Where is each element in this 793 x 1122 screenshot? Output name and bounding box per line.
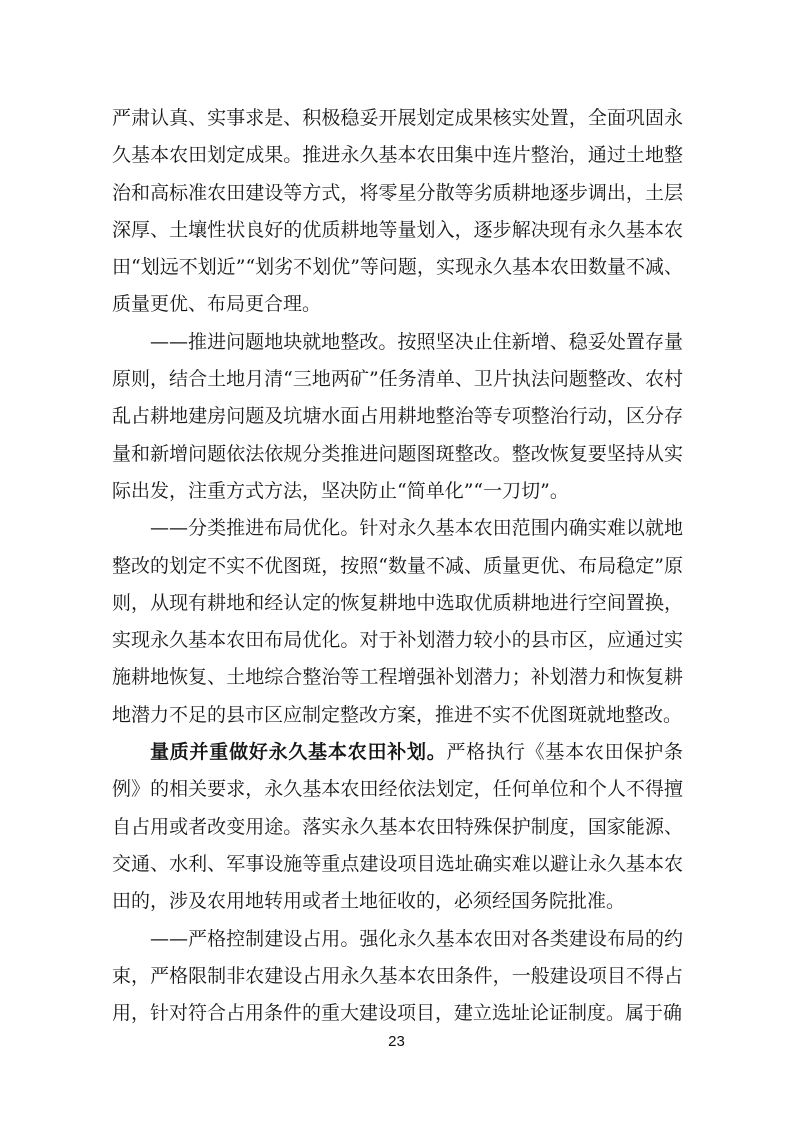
paragraph: [112, 734, 683, 920]
paragraph-text: ——严格控制建设占用。强化永久基本农田对各类建设布局的约束，严格限制非农建设占用永久基本农田条件，一般建设项目不得占用，针对符合占用条件的重大建设项目，建立选址论证制度。属于确: [112, 927, 683, 1025]
paragraph-bold-lead: 量质并重做好永久基本农田补划。: [150, 741, 447, 764]
paragraph: [112, 100, 683, 324]
document-body: [112, 100, 683, 1032]
paragraph-text: ——推进问题地块就地整改。按照坚决止住新增、稳妥处置存量原则，结合土地月清“三地两矿”任务清单、卫片执法问题整改、农村乱占耕地建房问题及坑塘水面占用耕地整治等专项整治行动，区分存量和新增问题依法依规分类推进问题图斑整改。整改恢复要坚持从实际出发，注重方式方法，坚决防止“简单化”“一刀切”。: [112, 330, 683, 502]
paragraph: [112, 510, 683, 734]
page-number: 23: [388, 1033, 405, 1050]
paragraph: [112, 324, 683, 510]
paragraph-text: 严格执行《基本农田保护条例》的相关要求，永久基本农田经依法划定，任何单位和个人不得擅自占用或者改变用途。落实永久基本农田特殊保护制度，国家能源、交通、水利、军事设施等重点建设项目选址确实难以避让永久基本农田的，涉及农用地转用或者土地征收的，必须经国务院批准。: [112, 741, 683, 913]
paragraph-text: 严肃认真、实事求是、积极稳妥开展划定成果核实处置，全面巩固永久基本农田划定成果。推进永久基本农田集中连片整治，通过土地整治和高标准农田建设等方式，将零星分散等劣质耕地逐步调出，土层深厚、土壤性状良好的优质耕地等量划入，逐步解决现有永久基本农田“划远不划近”“划劣不划优”等问题，实现永久基本农田数量不减、质量更优、布局更合理。: [112, 107, 683, 316]
paragraph-text: ——分类推进布局优化。针对永久基本农田范围内确实难以就地整改的划定不实不优图斑，按照“数量不减、质量更优、布局稳定”原则，从现有耕地和经认定的恢复耕地中选取优质耕地进行空间置换，实现永久基本农田布局优化。对于补划潜力较小的县市区，应通过实施耕地恢复、土地综合整治等工程增强补划潜力；补划潜力和恢复耕地潜力不足的县市区应制定整改方案，推进不实不优图斑就地整改。: [112, 517, 683, 726]
paragraph: [112, 921, 683, 1033]
